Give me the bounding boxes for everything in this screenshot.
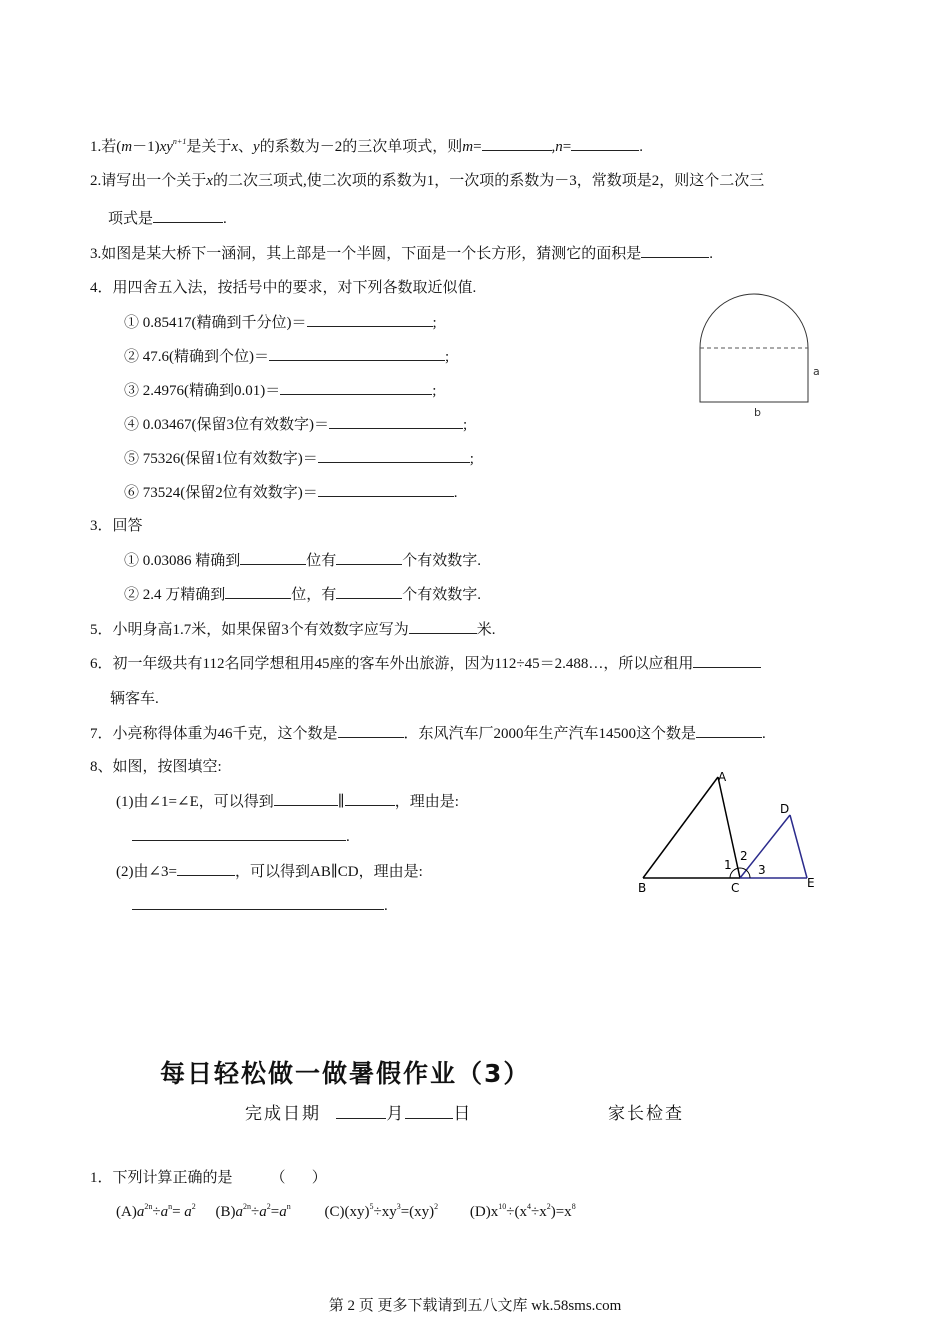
- q8-p1-blank1[interactable]: [274, 791, 338, 806]
- q6-blank[interactable]: [693, 653, 761, 668]
- q8-p2-b: ，可以得到AB∥CD，理由是:: [235, 864, 423, 880]
- page-footer: 第 2 页 更多下载请到五八文库 wk.58sms.com: [328, 1298, 622, 1314]
- q3b-item-2-c: 个有效数字.: [402, 587, 482, 603]
- q4-item-1-blank[interactable]: [307, 312, 433, 327]
- q8-p2-end: .: [384, 898, 388, 914]
- q3b-item-1: [124, 550, 481, 571]
- label-angle-2: 2: [740, 849, 748, 863]
- q4-item-3: [124, 380, 436, 401]
- month-label: 月: [386, 1104, 406, 1124]
- question-3b-title: 3．回答: [90, 518, 143, 534]
- opt-d-exp3: 2: [546, 1202, 551, 1211]
- label-C: C: [731, 881, 740, 895]
- q4-item-4-text: ④ 0.03467(保留3位有效数字)＝: [124, 417, 329, 433]
- q1-blank-n[interactable]: [571, 136, 639, 151]
- q1-rest: 的系数为－2的三次单项式，则: [259, 139, 463, 155]
- opt-d-lead: (D)x: [469, 1204, 499, 1220]
- q4-item-3-end: ;: [432, 383, 437, 399]
- q7-blank1[interactable]: [338, 723, 404, 738]
- question-8-title: 8、如图，按图填空:: [90, 759, 222, 775]
- opt-a-base1: a: [136, 1204, 145, 1220]
- q4-item-3-text: ③ 2.4976(精确到0.01)＝: [124, 383, 281, 399]
- question-5: [90, 619, 496, 640]
- q3-text: 3.如图是某大桥下一涵洞，其上部是一个半圆，下面是一个长方形，猜测它的面积是: [90, 246, 642, 262]
- opt-d-eq: )=x: [550, 1204, 572, 1220]
- q4-item-5-blank[interactable]: [318, 448, 470, 463]
- opt-b-exp1: 2n: [243, 1202, 252, 1211]
- q8-part-2-reason: [132, 895, 388, 916]
- q4-item-4-blank[interactable]: [329, 414, 463, 429]
- opt-b-base2: a: [259, 1204, 267, 1220]
- question-4-title: 4．用四舍五入法，按括号中的要求，对下列各数取近似值.: [90, 280, 477, 296]
- q8-p1-reason-blank[interactable]: [132, 826, 346, 841]
- q3b-item-2-a: ② 2.4 万精确到: [124, 587, 226, 603]
- q2-part1: 2.请写出一个关于: [90, 173, 207, 189]
- q3b-item-1-b: 位有: [306, 553, 337, 569]
- q3b-item-1-c: 个有效数字.: [402, 553, 482, 569]
- label-A: A: [718, 770, 727, 784]
- opt-b-base3: a: [279, 1204, 287, 1220]
- q4-item-5-text: ⑤ 75326(保留1位有效数字)＝: [124, 451, 318, 467]
- q8-part-1: [116, 791, 459, 812]
- opt-a-exp3: 2: [191, 1202, 196, 1211]
- q3-end: .: [709, 246, 714, 262]
- question-6-line2: 辆客车.: [110, 691, 159, 707]
- q8-p1-a: (1)由∠1=∠E，可以得到: [116, 794, 274, 810]
- opt-a-div: ÷: [152, 1204, 161, 1220]
- q5-text: 5．小明身高1.7米，如果保留3个有效数字应写为: [90, 622, 409, 638]
- opt-d-mid: ÷(x: [506, 1204, 527, 1220]
- label-angle-3: 3: [758, 863, 766, 877]
- opt-b-lead: (B): [215, 1204, 236, 1220]
- opt-d-mid2: ÷x: [530, 1204, 547, 1220]
- segment-AB: [643, 777, 718, 878]
- q4-item-6-blank[interactable]: [318, 482, 454, 497]
- opt-b-exp3: n: [286, 1202, 291, 1211]
- q5-end: 米.: [476, 622, 496, 638]
- q2-part3: 项式是: [108, 211, 154, 227]
- q1-answer-n-label: n: [555, 139, 563, 155]
- q4-item-2-text: ② 47.6(精确到个位)＝: [124, 349, 269, 365]
- q7-end: .: [762, 726, 766, 742]
- q4-item-6: [124, 482, 458, 503]
- s2-q1-option-b[interactable]: [216, 1204, 291, 1220]
- s2-question-1: [90, 1168, 327, 1188]
- question-2-line2: [108, 208, 227, 229]
- opt-c-exp2: 3: [396, 1202, 401, 1211]
- q8-part-1-reason: [132, 826, 350, 847]
- s2-q1-option-a[interactable]: [116, 1204, 196, 1220]
- label-B: B: [638, 881, 647, 895]
- label-angle-1: 1: [724, 858, 732, 872]
- q6-line1-text: 6．初一年级共有112名同学想租用45座的客车外出旅游，因为112÷45＝2.488…，所以应租用: [90, 656, 694, 672]
- q1-blank-m[interactable]: [482, 136, 552, 151]
- q2-blank[interactable]: [153, 208, 223, 223]
- q1-var-x: x: [231, 139, 239, 155]
- q5-blank[interactable]: [409, 619, 477, 634]
- opt-a-exp1: 2n: [144, 1202, 153, 1211]
- opt-a-base3: a: [184, 1204, 192, 1220]
- q1-minus: －1): [132, 139, 160, 155]
- q1-sep: 、: [238, 139, 254, 155]
- q8-p1-c: ，理由是:: [394, 794, 459, 810]
- q1-end: .: [639, 139, 643, 155]
- date-row: [245, 1099, 472, 1124]
- q8-p1-end: .: [346, 829, 350, 845]
- opt-b-exp2: 2: [266, 1202, 271, 1211]
- day-label: 日: [453, 1104, 473, 1124]
- q3b-item-2-blank2[interactable]: [336, 584, 402, 599]
- s2-q1-title: 1．下列计算正确的是: [90, 1170, 233, 1186]
- opt-a-eq: =: [172, 1204, 185, 1220]
- q8-part-2: [116, 861, 423, 882]
- q8-p2-a: (2)由∠3=: [116, 864, 178, 880]
- culvert-figure: [690, 288, 830, 424]
- opt-a-lead: (A): [116, 1204, 137, 1220]
- q3b-item-2-b: 位，有: [291, 587, 337, 603]
- s2-q1-answer-paren[interactable]: （ ）: [270, 1170, 327, 1186]
- question-7: [90, 723, 766, 744]
- month-blank[interactable]: [336, 1103, 386, 1119]
- opt-c-lead: (C)(xy): [324, 1204, 370, 1220]
- q7-blank2[interactable]: [696, 723, 762, 738]
- s2-q1-options: [116, 1202, 576, 1222]
- opt-d-exp4: 8: [571, 1202, 576, 1211]
- question-3: [90, 243, 713, 264]
- q3b-item-2: [124, 584, 481, 605]
- q4-item-2-end: ;: [445, 349, 450, 365]
- question-1: [90, 136, 643, 157]
- q4-item-1: [124, 312, 437, 333]
- opt-b-eq: =: [270, 1204, 280, 1220]
- q4-item-5: [124, 448, 474, 469]
- label-D: D: [780, 802, 790, 816]
- opt-d-exp1: 10: [498, 1202, 507, 1211]
- q8-p2-blank1[interactable]: [177, 861, 235, 876]
- q2-end: .: [223, 211, 227, 227]
- q3b-item-1-blank1[interactable]: [240, 550, 306, 565]
- q4-item-5-end: ;: [469, 451, 474, 467]
- culvert-label-a: a: [813, 365, 820, 378]
- q2-part2: 的二次三项式,使二次项的系数为1，一次项的系数为－3，常数项是2，则这个二次三: [212, 173, 765, 189]
- q3b-item-1-a: ① 0.03086 精确到: [124, 553, 241, 569]
- s2-q1-option-d[interactable]: [470, 1204, 576, 1220]
- date-label: 完成日期: [245, 1104, 321, 1124]
- q4-item-6-text: ⑥ 73524(保留2位有效数字)＝: [124, 485, 318, 501]
- opt-a-exp2: n: [168, 1202, 173, 1211]
- q8-p1-blank2[interactable]: [345, 791, 395, 806]
- q1-comma: ,: [551, 139, 556, 155]
- question-2-line1: [90, 171, 764, 191]
- q7-a: 7．小亮称得体重为46千克，这个数是: [90, 726, 338, 742]
- q8-p2-reason-blank[interactable]: [132, 895, 384, 910]
- opt-c-exp1: 5: [369, 1202, 374, 1211]
- q1-eq1: =: [473, 139, 482, 155]
- q2-var-x: x: [206, 173, 213, 189]
- culvert-label-b: b: [754, 406, 761, 419]
- day-blank[interactable]: [405, 1103, 453, 1119]
- q1-var-m: m: [121, 139, 133, 155]
- q3b-item-2-blank1[interactable]: [225, 584, 291, 599]
- q4-item-4-end: ;: [463, 417, 468, 433]
- opt-a-base2: a: [160, 1204, 169, 1220]
- q4-item-6-end: .: [453, 485, 458, 501]
- q4-item-3-blank[interactable]: [280, 380, 432, 395]
- q4-item-4: [124, 414, 467, 435]
- q1-answer-m-label: m: [462, 139, 474, 155]
- q3-blank[interactable]: [641, 243, 709, 258]
- q4-item-2: [124, 346, 449, 367]
- q3b-item-1-blank2[interactable]: [336, 550, 402, 565]
- q4-item-1-text: ① 0.85417(精确到千分位)＝: [124, 315, 307, 331]
- opt-b-div: ÷: [251, 1204, 260, 1220]
- q4-item-2-blank[interactable]: [269, 346, 445, 361]
- opt-c-mid: ÷xy: [373, 1204, 397, 1220]
- section-title: 每日轻松做一做暑假作业（3）: [160, 1059, 531, 1088]
- opt-c-exp3: 2: [434, 1202, 439, 1211]
- q1-lead: 1.若(: [90, 139, 122, 155]
- q1-mid: 是关于: [186, 139, 232, 155]
- question-6-line1: [90, 653, 761, 674]
- opt-b-base1: a: [235, 1204, 244, 1220]
- q8-p1-parallel: ∥: [337, 794, 345, 810]
- parent-check: 家长检查: [608, 1104, 684, 1124]
- q1-var-xy: xy: [159, 139, 173, 155]
- q1-eq2: =: [562, 139, 572, 155]
- q1-var-y: y: [253, 139, 260, 155]
- s2-q1-option-c[interactable]: [324, 1204, 438, 1220]
- triangles-figure: [630, 765, 830, 895]
- q4-item-1-end: ;: [432, 315, 437, 331]
- q1-exponent: n+1: [172, 137, 187, 146]
- segment-DE: [790, 815, 807, 878]
- opt-c-eq: =(xy): [400, 1204, 435, 1220]
- opt-d-exp2: 4: [526, 1202, 531, 1211]
- label-E: E: [807, 876, 815, 890]
- q7-b: ．东风汽车厂2000年生产汽车14500这个数是: [403, 726, 697, 742]
